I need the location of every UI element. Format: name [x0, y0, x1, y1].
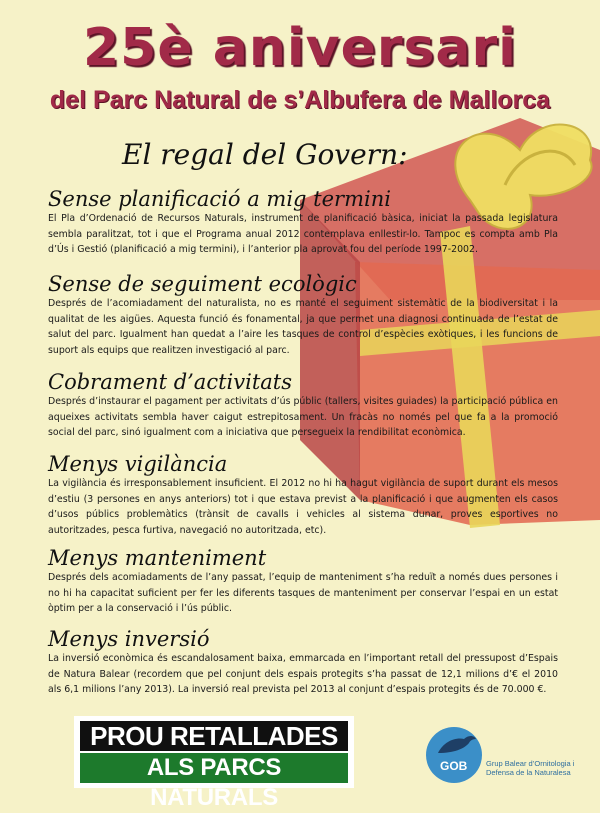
section-title: Sense de seguiment ecològic	[48, 272, 357, 296]
logo-name: GOB	[440, 759, 468, 773]
section-title: Menys vigilància	[48, 452, 228, 476]
section-body: El Pla d’Ordenació de Recursos Naturals, instrument de planificació bàsica, iniciat la passada legislatura sembla paralitzat, tot i que el Programa anual 2012 contemplava enllestir-lo. Tampoc es compta amb Pla d’Ús i Gestió (planificació a mig termini), i l’anterior pla aprovat fou del període 1997-2002.	[48, 213, 558, 256]
section-body: Després d’instaurar el pagament per activitats d’ús públic (tallers, visites guiades) la participació pública en aqueixes activitats sembla haver caigut estrepitosament. Un fracàs no només pel que fa a la promoció social del parc, sinó igualment com a iniciativa que persegueix la rendibilitat econòmica.	[48, 396, 558, 439]
section-investment	[48, 627, 558, 698]
logo-description: Grup Balear d’Ornitologia i Defensa de la Naturalesa	[486, 759, 575, 777]
section-heading: El regal del Govern:	[122, 138, 408, 171]
bird-icon	[434, 733, 478, 759]
section-surveillance	[48, 452, 558, 538]
section-monitoring	[48, 272, 558, 358]
poster-subtitle: del Parc Natural de s’Albufera de Mallorca	[49, 86, 551, 114]
section-body: La vigilància és irresponsablement insuficient. El 2012 no hi ha hagut vigilància de suport durant els mesos d’estiu (3 persones en anys anteriors) tot i que estava previst a la planificació i que augmenten els casos d’usos públics problemàtics (trànsit de cavalls i vehicles al sistema dunar, proves esportives no autoritzades, pesca furtiva, navegació no autoritzada, etc).	[48, 478, 558, 536]
section-title: Menys manteniment	[48, 546, 267, 570]
poster-title: 25è aniversari	[83, 18, 517, 78]
section-title: Cobrament d’activitats	[48, 370, 293, 394]
section-body: La inversió econòmica és escandalosament baixa, emmarcada en l’important retall del pressupost d’Espais de Natura Balear (recordem que pel conjunt dels espais protegits s’ha passat de 12,1 milions d’€ el 2010 als 6,1 milions l’any 2013). La inversió real prevista pel 2013 al conjunt d’espais protegits és de 70.000 €.	[48, 653, 558, 696]
section-planning	[48, 187, 558, 258]
slogan-line-2: ALS PARCS NATURALS	[80, 753, 348, 783]
slogan-line-1: PROU RETALLADES	[80, 721, 348, 751]
gob-logo	[426, 727, 596, 787]
section-body: Després de l’acomiadament del naturalista, no es manté el seguiment sistemàtic de la biodiversitat i la qualitat de les aigües. Aquesta funció és fonamental, ja que permet una diagnosi continuada de l’estat de salut del parc. Igualment han quedat a l’aire les tasques de control d’espècies exòtiques, i les funcions de suport als equips que realitzen investigació al parc.	[48, 298, 558, 356]
section-title: Sense planificació a mig termini	[48, 187, 391, 211]
slogan-banner	[74, 716, 354, 811]
section-title: Menys inversió	[48, 627, 210, 651]
section-body: Després dels acomiadaments de l’any passat, l’equip de manteniment s’ha reduït a només dues persones i no hi ha capacitat suficient per fer les diferents tasques de manteniment per conservar l’espai en un estat òptim per a la conservació i l’ús públic.	[48, 572, 558, 615]
section-charges	[48, 370, 558, 441]
section-maintenance	[48, 546, 558, 617]
